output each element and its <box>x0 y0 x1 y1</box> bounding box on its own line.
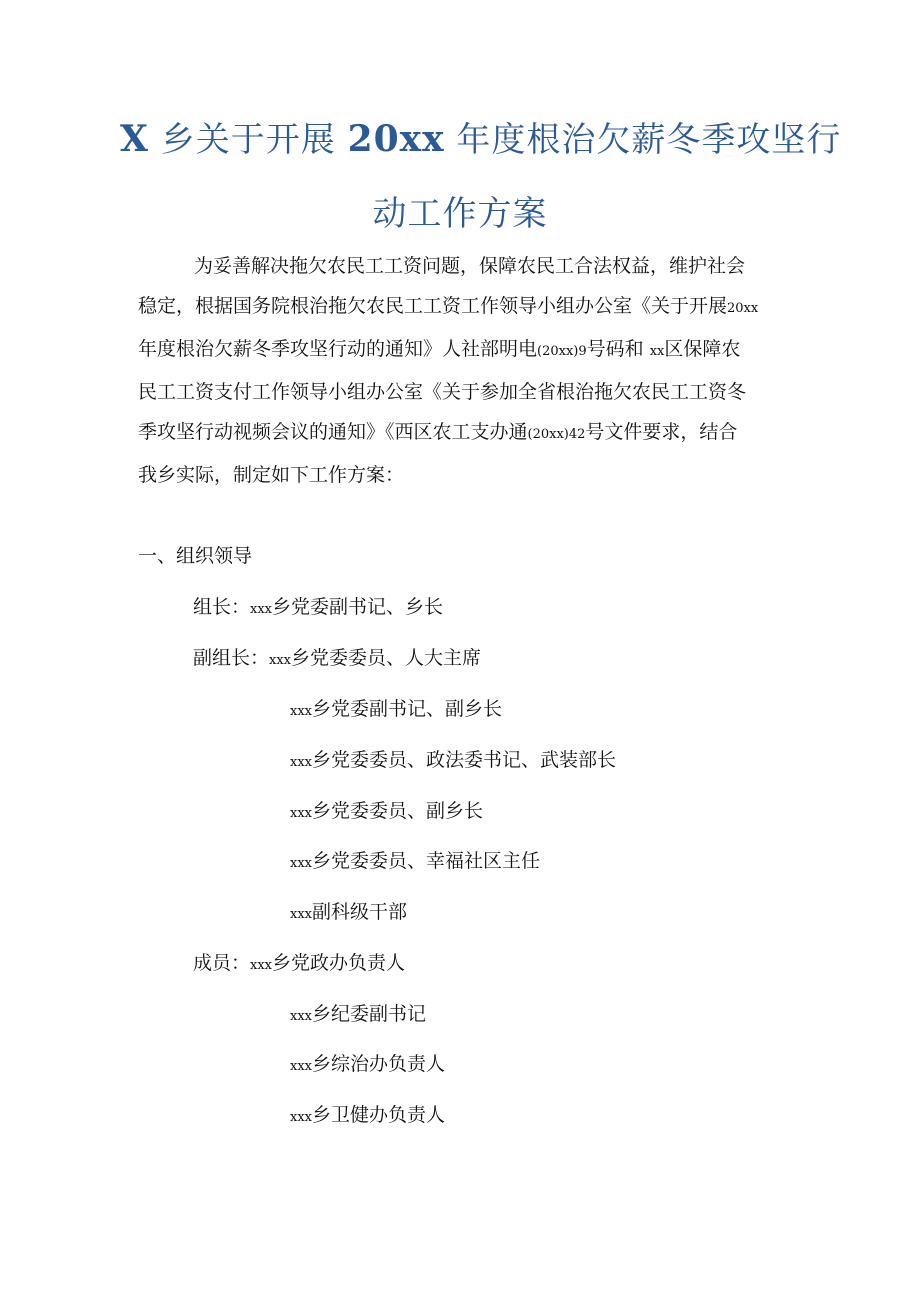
deputy-name: xxx <box>290 806 312 821</box>
intro-line-3-district: xx <box>649 344 665 359</box>
deputy-line-5 <box>290 897 407 930</box>
member-role: 乡卫健办负责人 <box>312 1104 446 1126</box>
title-year: 20xx <box>347 118 445 160</box>
leader-label: 组长： <box>193 596 251 618</box>
member-role: 乡党政办负责人 <box>272 952 406 974</box>
leader-line <box>193 592 443 625</box>
intro-line-2 <box>138 286 786 329</box>
deputy-role: 副科级干部 <box>312 901 408 923</box>
member-name: xxx <box>290 1110 312 1125</box>
member-line-2 <box>290 1049 445 1082</box>
leader-name: xxx <box>250 602 273 617</box>
title-text-2: 年度根治欠薪冬季攻坚行 <box>444 120 842 160</box>
deputy-line-0 <box>193 643 481 676</box>
deputy-name: xxx <box>269 653 292 668</box>
intro-line-4: 民工工资支付工作领导小组办公室《关于参加全省根治拖欠农民工工资冬 <box>138 381 747 403</box>
deputy-role: 乡党委副书记、副乡长 <box>312 698 503 720</box>
member-label: 成员： <box>193 952 251 974</box>
member-line-3 <box>290 1100 445 1133</box>
intro-line-2-year: 20xx <box>727 301 759 316</box>
section-1-heading: 一、组织领导 <box>138 545 253 567</box>
deputy-role: 乡党委委员、幸福社区主任 <box>312 850 541 872</box>
intro-line-3-doc-no: (20xx)9 <box>537 344 587 359</box>
intro-line-1: 为妥善解决拖欠农民工工资问题，保障农民工合法权益，维护社会 <box>194 255 746 277</box>
member-name: xxx <box>250 958 273 973</box>
deputy-name: xxx <box>290 907 312 922</box>
member-role: 乡综治办负责人 <box>312 1053 446 1075</box>
member-line-1 <box>290 999 426 1032</box>
intro-paragraph <box>138 246 786 495</box>
intro-line-5-text-c: 号文件要求，结合 <box>585 421 738 443</box>
intro-line-5 <box>138 412 786 455</box>
intro-line-3 <box>138 329 786 372</box>
member-name: xxx <box>290 1059 312 1074</box>
deputy-label: 副组长： <box>193 647 270 669</box>
intro-line-3-text-c: 号码和 <box>586 338 644 360</box>
deputy-line-4 <box>290 846 540 879</box>
deputy-name: xxx <box>290 755 312 770</box>
intro-line-2-text: 稳定，根据国务院根治拖欠农民工工资工作领导小组办公室《关于开展 <box>138 295 728 317</box>
intro-line-6: 我乡实际，制定如下工作方案： <box>138 464 405 486</box>
deputy-line-2 <box>290 745 616 778</box>
deputy-line-1 <box>290 694 502 727</box>
leader-role: 乡党委副书记、乡长 <box>272 596 444 618</box>
document-title-line-2: 动工作方案 <box>372 194 548 234</box>
member-name: xxx <box>290 1009 312 1024</box>
deputy-role: 乡党委委员、政法委书记、武装部长 <box>312 749 617 771</box>
intro-line-3-text-a: 年度根治欠薪冬季攻坚行动的通知》人社部明电 <box>138 338 538 360</box>
deputy-name: xxx <box>290 704 312 719</box>
deputy-name: xxx <box>290 856 312 871</box>
deputy-role: 乡党委委员、副乡长 <box>312 800 484 822</box>
member-line-0 <box>193 948 405 981</box>
member-role: 乡纪委副书记 <box>312 1003 427 1025</box>
intro-line-3-text-e: 区保障农 <box>664 338 741 360</box>
intro-line-5-text-a: 季攻坚行动视频会议的通知》《西区农工支办通 <box>138 421 528 443</box>
title-prefix: X <box>120 118 149 160</box>
deputy-role: 乡党委委员、人大主席 <box>291 647 482 669</box>
title-text-1: 乡关于开展 <box>148 120 348 160</box>
document-title-line-1 <box>120 112 842 161</box>
intro-line-5-doc-no: (20xx)42 <box>527 427 586 442</box>
deputy-line-3 <box>290 796 483 829</box>
